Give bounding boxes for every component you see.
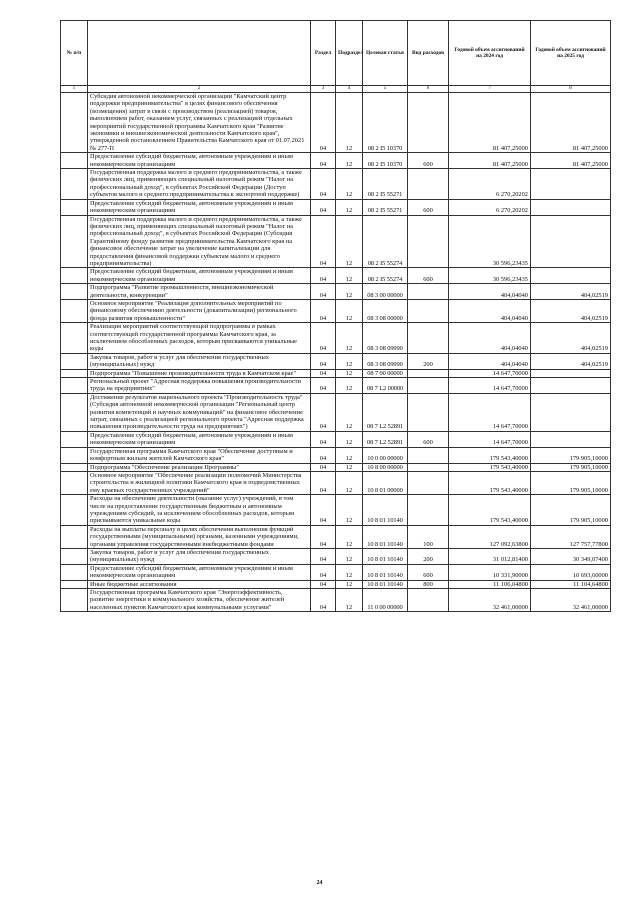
amount-2024-cell: 179 543,40000 [449,471,531,494]
amount-2024-cell: 14 647,70000 [449,393,531,431]
amount-2025-cell: 10 693,60000 [531,564,611,580]
row-name-cell: Предоставление субсидий бюджетным, автономным учреждениям и иным некоммерческим организациям [88,564,311,580]
article-cell: 08 2 I5 55274 [363,268,408,284]
column-number: 5 [363,86,408,93]
subsection-cell: 12 [336,580,363,588]
subsection-cell: 12 [336,463,363,471]
expense-type-cell [408,299,449,322]
amount-2024-cell: 32 461,00000 [449,589,531,612]
amount-2024-cell: 11 106,04800 [449,580,531,588]
section-cell: 04 [311,589,336,612]
row-name-cell: Основное мероприятие "Реализация дополнительных мероприятий по финансовому обеспечению деятельности (докапитализации) регионального фонда развития промышленности" [88,299,311,322]
article-cell: 08 3 08 09990 [363,323,408,354]
section-cell: 04 [311,299,336,322]
row-name-cell: Подпрограмма "Обеспечение реализации Программы" [88,463,311,471]
column-number: 3 [311,86,336,93]
amount-2025-cell: 404,02519 [531,284,611,300]
expense-type-cell [408,215,449,268]
table-row [61,323,611,354]
article-cell: 10 8 01 00000 [363,471,408,494]
article-cell: 08 7 L2 52891 [363,431,408,447]
amount-2024-cell: 179 543,40000 [449,463,531,471]
row-name-cell: Подпрограмма "Повышение производительности труда в Камчатском крае" [88,369,311,377]
subsection-cell: 12 [336,199,363,215]
header-expense-type: Вид расходов [408,21,449,86]
section-cell: 04 [311,284,336,300]
amount-2024-cell: 179 543,40000 [449,447,531,463]
row-number-cell [61,323,88,354]
subsection-cell: 12 [336,169,363,200]
subsection-cell: 12 [336,299,363,322]
section-cell: 04 [311,447,336,463]
column-number: 6 [408,86,449,93]
row-name-cell: Государственная программа Камчатского края "Обеспечение доступным и комфортным жильем жителей Камчатского края" [88,447,311,463]
article-cell: 08 2 I5 55271 [363,199,408,215]
expense-type-cell: 600 [408,431,449,447]
subsection-cell: 12 [336,215,363,268]
row-number-cell [61,393,88,431]
row-name-cell: Основное мероприятие "Обеспечение реализации полномочий Министерства строительства и жилищной политики Камчатского края и подведомственных ему краевых государственных учреждений" [88,471,311,494]
row-number-cell [61,447,88,463]
row-name-cell: Реализация мероприятий соответствующей подпрограммы в рамках соответствующей государственной программы Камчатского края, за исключением обособленных расходов, которым присваиваются уникальные коды [88,323,311,354]
row-name-cell: Расходы на обеспечение деятельности (оказание услуг) учреждений, в том числе на предоставление государственным бюджетным и автономным учреждениям субсидий, за исключением обособленных расходов, которым присваиваются уникальные коды [88,495,311,526]
expense-type-cell [408,369,449,377]
table-row [61,93,611,153]
table-row [61,393,611,431]
expense-type-cell [408,471,449,494]
amount-2024-cell: 30 596,23435 [449,268,531,284]
amount-2024-cell: 127 092,63800 [449,525,531,548]
amount-2025-cell: 404,02519 [531,353,611,369]
table-row [61,525,611,548]
amount-2024-cell: 31 012,81400 [449,548,531,564]
article-cell: 08 2 I5 55274 [363,215,408,268]
header-row [61,21,611,86]
section-cell: 04 [311,548,336,564]
row-number-cell [61,495,88,526]
table-row [61,284,611,300]
expense-type-cell [408,378,449,394]
row-name-cell: Государственная поддержка малого и среднего предпринимательства, а также физических лиц, применяющих специальный налоговый режим "Налог на профессиональный доход", в субъектах Российской Федерации (Субсидия Гарантийному фонду развития предпринимательства Камчатского края на финансовое обеспечение затрат на увеличение капитализации для предоставления финансовой поддержки субъектам малого и среднего предпринимательства) [88,215,311,268]
row-number-cell [61,299,88,322]
section-cell: 04 [311,431,336,447]
amount-2025-cell: 127 757,77800 [531,525,611,548]
row-name-cell: Государственная программа Камчатского края "Энергоэффективность, развитие энергетики и коммунального хозяйства, обеспечение жителей населенных пунктов Камчатского края коммунальными услугами" [88,589,311,612]
amount-2024-cell: 404,04040 [449,323,531,354]
section-cell: 04 [311,378,336,394]
section-cell: 04 [311,93,336,153]
expense-type-cell: 200 [408,353,449,369]
header-section: Раздел [311,21,336,86]
expense-type-cell [408,589,449,612]
article-cell: 10 8 01 10140 [363,525,408,548]
section-cell: 04 [311,564,336,580]
amount-2025-cell: 404,02519 [531,299,611,322]
article-cell: 10 8 01 10140 [363,564,408,580]
subsection-cell: 12 [336,525,363,548]
subsection-cell: 12 [336,353,363,369]
row-number-cell [61,353,88,369]
amount-2024-cell: 30 596,23435 [449,215,531,268]
subsection-cell: 12 [336,369,363,377]
table-row [61,268,611,284]
article-cell: 08 3 08 00000 [363,299,408,322]
section-cell: 04 [311,268,336,284]
subsection-cell: 12 [336,564,363,580]
column-number-row [61,86,611,93]
subsection-cell: 12 [336,268,363,284]
row-number-cell [61,215,88,268]
section-cell: 04 [311,463,336,471]
amount-2025-cell: 404,02519 [531,323,611,354]
row-number-cell [61,378,88,394]
article-cell: 08 7 L2 52891 [363,393,408,431]
row-name-cell: Региональный проект "Адресная поддержка повышения производительности труда на предприятиях" [88,378,311,394]
amount-2024-cell: 6 270,20202 [449,169,531,200]
amount-2024-cell: 14 647,70000 [449,431,531,447]
article-cell: 08 2 I5 10370 [363,153,408,169]
section-cell: 04 [311,471,336,494]
amount-2025-cell [531,378,611,394]
row-number-cell [61,548,88,564]
table-row [61,564,611,580]
section-cell: 04 [311,169,336,200]
section-cell: 04 [311,323,336,354]
table-row [61,353,611,369]
amount-2025-cell [531,215,611,268]
expense-type-cell: 200 [408,548,449,564]
row-name-cell: Предоставление субсидий бюджетным, автономным учреждениям и иным некоммерческим организациям [88,268,311,284]
amount-2024-cell: 10 331,90000 [449,564,531,580]
header-year-2024: Годовой объем ассигнований на 2024 год [449,21,531,86]
amount-2024-cell: 404,04040 [449,284,531,300]
section-cell: 04 [311,393,336,431]
row-name-cell: Иные бюджетные ассигнования [88,580,311,588]
row-name-cell: Субсидия автономной некоммерческой организации "Камчатский центр поддержки предпринимательства" в целях финансового обеспечения (возмещения) затрат в связи с производством (реализацией) товаров, выполнением работ, оказанием услуг, связанных с реализацией отдельных мероприятий государственной программы Камчатского края "Развитие экономики и внешнеэкономической деятельности Камчатского края", утвержденной постановлением Правительства Камчатского края от 01.07.2021 № 277-П [88,93,311,153]
article-cell: 10 8 01 10140 [363,548,408,564]
header-article: Целевая статья [363,21,408,86]
section-cell: 04 [311,353,336,369]
article-cell: 08 3 00 00000 [363,284,408,300]
amount-2025-cell: 81 407,25000 [531,153,611,169]
section-cell: 04 [311,580,336,588]
row-number-cell [61,284,88,300]
row-number-cell [61,580,88,588]
row-name-cell: Подпрограмма "Развитие промышленности, внешнеэкономической деятельности, конкуренции" [88,284,311,300]
article-cell: 08 7 00 00000 [363,369,408,377]
expense-type-cell: 100 [408,525,449,548]
column-number: 4 [336,86,363,93]
table-row [61,299,611,322]
table-row [61,463,611,471]
row-number-cell [61,589,88,612]
subsection-cell: 12 [336,447,363,463]
subsection-cell: 12 [336,284,363,300]
expense-type-cell: 600 [408,564,449,580]
table-row [61,215,611,268]
expense-type-cell: 600 [408,268,449,284]
amount-2025-cell: 30 349,07400 [531,548,611,564]
header-year-2025: Годовой объем ассигнований на 2025 год [531,21,611,86]
table-row [61,447,611,463]
section-cell: 04 [311,199,336,215]
section-cell: 04 [311,369,336,377]
table-row [61,589,611,612]
amount-2024-cell: 404,04040 [449,299,531,322]
table-row [61,548,611,564]
row-name-cell: Предоставление субсидий бюджетным, автономным учреждениям и иным некоммерческим организациям [88,153,311,169]
amount-2024-cell: 179 543,40000 [449,495,531,526]
row-number-cell [61,268,88,284]
section-cell: 04 [311,495,336,526]
row-number-cell [61,169,88,200]
column-number: 7 [449,86,531,93]
subsection-cell: 12 [336,431,363,447]
header-num: № п/п [61,21,88,86]
amount-2025-cell: 81 407,25000 [531,93,611,153]
amount-2024-cell: 81 407,25000 [449,153,531,169]
subsection-cell: 12 [336,393,363,431]
amount-2025-cell: 32 461,00000 [531,589,611,612]
table-row [61,169,611,200]
subsection-cell: 12 [336,548,363,564]
subsection-cell: 12 [336,495,363,526]
amount-2024-cell: 81 407,25000 [449,93,531,153]
amount-2024-cell: 14 647,70000 [449,369,531,377]
page-number: 24 [316,880,323,886]
amount-2025-cell [531,268,611,284]
amount-2025-cell [531,199,611,215]
row-name-cell: Расходы на выплаты персоналу в целях обеспечения выполнения функций государственными (муниципальными) органами, казенными учреждениями, органами управления государственными внебюджетными фондами [88,525,311,548]
table-row [61,580,611,588]
table-row [61,199,611,215]
header-subsection: Подраздел [336,21,363,86]
article-cell: 10 0 00 00000 [363,447,408,463]
expense-type-cell: 800 [408,580,449,588]
table-row [61,369,611,377]
amount-2025-cell: 179 905,10000 [531,463,611,471]
table-row [61,153,611,169]
expense-type-cell [408,447,449,463]
subsection-cell: 12 [336,93,363,153]
row-number-cell [61,471,88,494]
amount-2025-cell [531,369,611,377]
expense-type-cell [408,463,449,471]
table-row [61,378,611,394]
article-cell: 11 0 00 00000 [363,589,408,612]
section-cell: 04 [311,153,336,169]
article-cell: 10 8 00 00000 [363,463,408,471]
article-cell: 08 2 I5 10370 [363,93,408,153]
section-cell: 04 [311,525,336,548]
amount-2024-cell: 404,04040 [449,353,531,369]
amount-2024-cell: 14 647,70000 [449,378,531,394]
row-number-cell [61,463,88,471]
expense-type-cell [408,93,449,153]
amount-2025-cell: 179 905,10000 [531,471,611,494]
subsection-cell: 12 [336,471,363,494]
subsection-cell: 12 [336,378,363,394]
row-name-cell: Предоставление субсидий бюджетным, автономным учреждениям и иным некоммерческим организациям [88,431,311,447]
budget-table [60,20,611,612]
amount-2025-cell [531,431,611,447]
row-number-cell [61,525,88,548]
table-body [61,93,611,612]
expense-type-cell [408,169,449,200]
subsection-cell: 12 [336,153,363,169]
row-number-cell [61,431,88,447]
row-name-cell: Достижение результатов национального проекта "Производительность труда" (Субсидия автономной некоммерческой организации "Региональный центр развития компетенций и научных коммуникаций" на финансовое обеспечение затрат, связанных с реализацией регионального проекта "Адресная поддержка повышения производительности труда на предприятиях") [88,393,311,431]
expense-type-cell [408,284,449,300]
row-name-cell: Государственная поддержка малого и среднего предпринимательства, а также физических лиц, применяющих специальный налоговый режим "Налог на профессиональный доход", в субъектах Российской Федерации (Доступ субъектов малого и среднего предпринимательства к экспортной поддержке) [88,169,311,200]
row-name-cell: Предоставление субсидий бюджетным, автономным учреждениям и иным некоммерческим организациям [88,199,311,215]
table-row [61,431,611,447]
column-number: 1 [61,86,88,93]
amount-2025-cell: 179 905,10000 [531,447,611,463]
article-cell: 08 7 L2 00000 [363,378,408,394]
row-name-cell: Закупка товаров, работ и услуг для обеспечения государственных (муниципальных) нужд [88,353,311,369]
row-number-cell [61,153,88,169]
row-number-cell [61,564,88,580]
row-number-cell [61,199,88,215]
amount-2024-cell: 6 270,20202 [449,199,531,215]
amount-2025-cell: 179 905,10000 [531,495,611,526]
amount-2025-cell [531,393,611,431]
row-name-cell: Закупка товаров, работ и услуг для обеспечения государственных (муниципальных) нужд [88,548,311,564]
row-number-cell [61,93,88,153]
expense-type-cell: 600 [408,199,449,215]
column-number: 2 [88,86,311,93]
article-cell: 08 2 I5 55271 [363,169,408,200]
header-name [88,21,311,86]
expense-type-cell: 600 [408,153,449,169]
article-cell: 08 3 08 09990 [363,353,408,369]
subsection-cell: 12 [336,323,363,354]
expense-type-cell [408,495,449,526]
expense-type-cell [408,323,449,354]
article-cell: 10 8 01 10140 [363,580,408,588]
row-number-cell [61,369,88,377]
expense-type-cell [408,393,449,431]
column-number: 8 [531,86,611,93]
article-cell: 10 8 01 10140 [363,495,408,526]
table-row [61,471,611,494]
amount-2025-cell [531,169,611,200]
table-row [61,495,611,526]
amount-2025-cell: 11 104,64800 [531,580,611,588]
section-cell: 04 [311,215,336,268]
subsection-cell: 12 [336,589,363,612]
